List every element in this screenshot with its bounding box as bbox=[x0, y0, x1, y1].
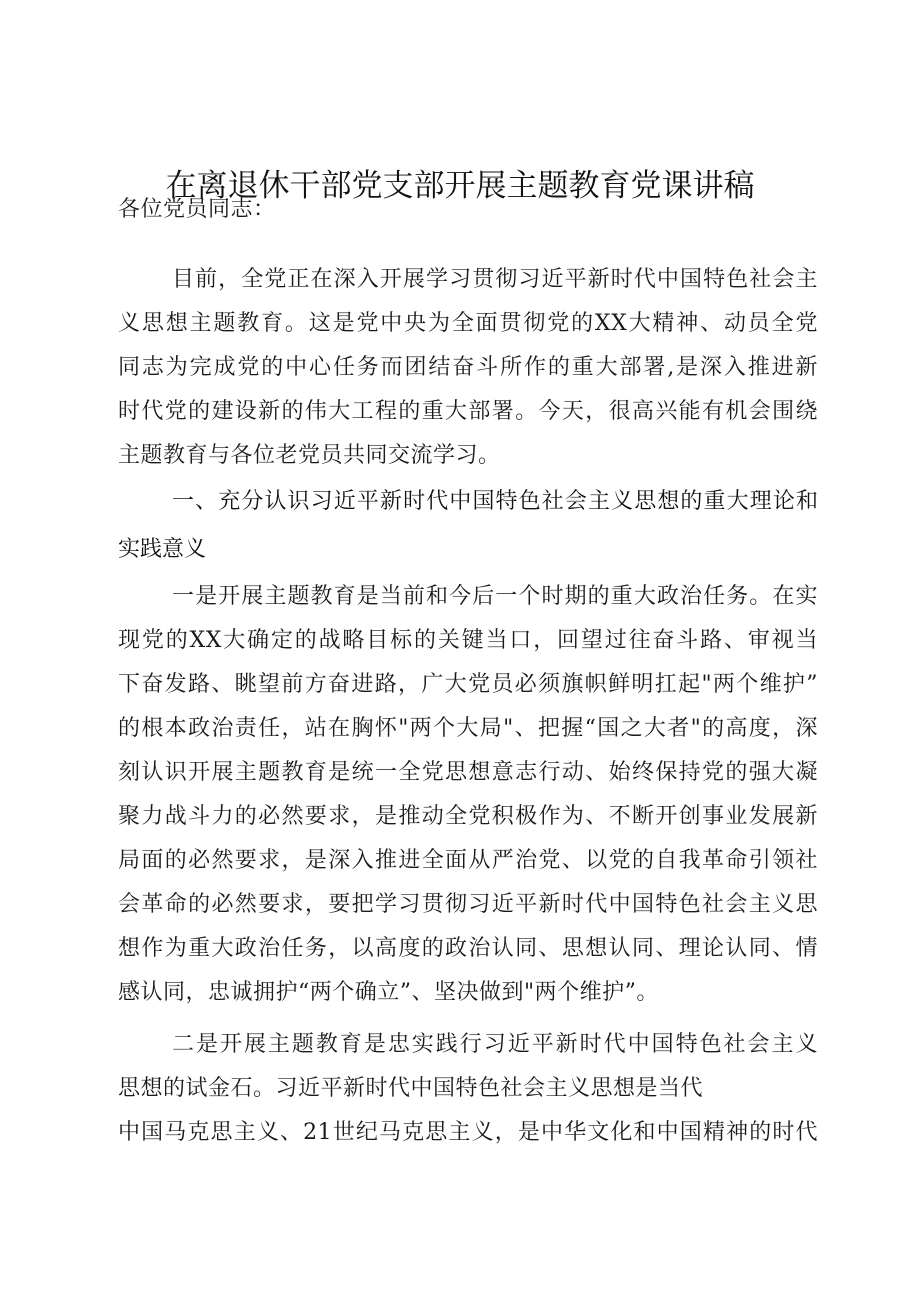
section-heading-line: 一、充分认识习近平新时代中国特色社会主义思想的重大理论和 bbox=[172, 489, 818, 514]
document-title: 在离退休干部党支部开展主题教育党课讲稿 bbox=[165, 168, 755, 204]
paragraph-line: 中国马克思主义、21世纪马克思主义，是中华文化和中国精神的时代 bbox=[118, 1120, 818, 1145]
section-heading-line: 实践意义 bbox=[118, 537, 207, 562]
paragraph-line: 一是开展主题教育是当前和今后一个时期的重大政治任务。在实 bbox=[172, 584, 818, 609]
paragraph-line: 下奋发路、眺望前方奋进路，广大党员必须旗帜鲜明扛起"两个维护” bbox=[118, 672, 818, 697]
paragraph-line: 现党的XX大确定的战略目标的关键当口，回望过往奋斗路、审视当 bbox=[118, 628, 818, 653]
paragraph-line: 主题教育与各位老党员共同交流学习。 bbox=[118, 443, 501, 468]
paragraph-line: 时代党的建设新的伟大工程的重大部署。今天，很高兴能有机会围绕 bbox=[118, 399, 818, 424]
paragraph-line: 的根本政治责任，站在胸怀"两个大局"、把握“国之大者"的高度，深 bbox=[118, 716, 818, 741]
paragraph-line: 思想的试金石。习近平新时代中国特色社会主义思想是当代 bbox=[118, 1076, 704, 1101]
paragraph-line: 刻认识开展主题教育是统一全党思想意志行动、始终保持党的强大凝 bbox=[118, 760, 818, 785]
paragraph-line: 会革命的必然要求，要把学习贯彻习近平新时代中国特色社会主义思 bbox=[118, 892, 818, 917]
paragraph-line: 同志为完成党的中心任务而团结奋斗所作的重大部署,是深入推进新 bbox=[118, 355, 818, 380]
paragraph-line: 感认同，忠诚拥护“两个确立”、坚决做到"两个维护”。 bbox=[118, 980, 659, 1005]
paragraph-line: 目前，全党正在深入开展学习贯彻习近平新时代中国特色社会主 bbox=[172, 267, 818, 292]
paragraph-line: 聚力战斗力的必然要求，是推动全党积极作为、不断开创事业发展新 bbox=[118, 804, 818, 829]
salutation: 各位党员同志： bbox=[118, 197, 276, 222]
paragraph-line: 想作为重大政治任务，以高度的政治认同、思想认同、理论认同、情 bbox=[118, 936, 818, 961]
paragraph-line: 局面的必然要求，是深入推进全面从严治党、以党的自我革命引领社 bbox=[118, 848, 818, 873]
paragraph-line: 二是开展主题教育是忠实践行习近平新时代中国特色社会主义 bbox=[172, 1032, 818, 1057]
paragraph-line: 义思想主题教育。这是党中央为全面贯彻党的XX大精神、动员全党 bbox=[118, 311, 818, 336]
